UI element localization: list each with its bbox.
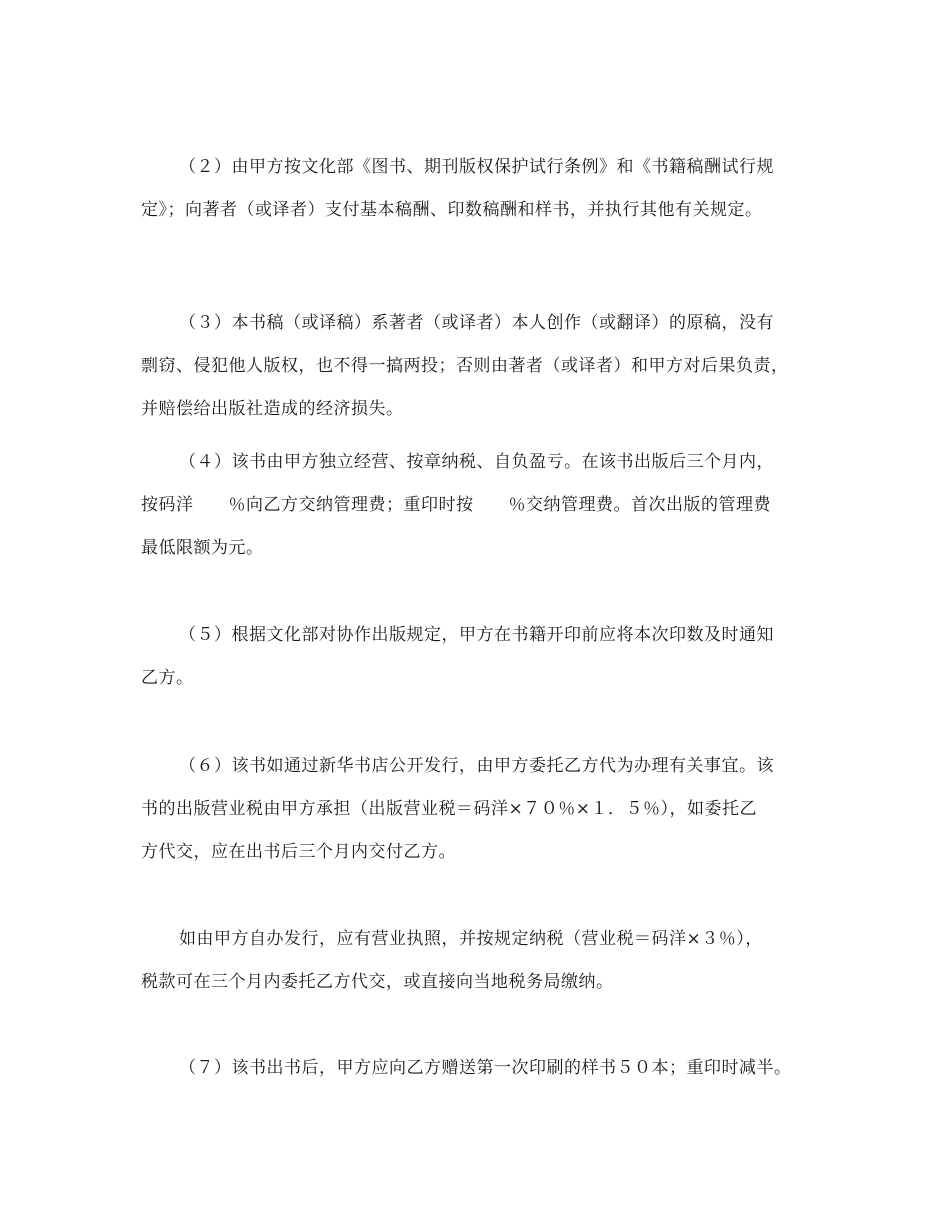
- paragraph-line: （４）该书由甲方独立经营、按章纳税、自负盈亏。在该书出版后三个月内，: [179, 452, 774, 472]
- paragraph-line: 并赔偿给出版社造成的经济损失。: [141, 399, 404, 419]
- paragraph-line: （５）根据文化部对协作出版规定，甲方在书籍开印前应将本次印数及时通知: [179, 625, 774, 645]
- paragraph-line: （７）该书出书后，甲方应向乙方赠送第一次印刷的样书５０本；重印时减半。: [179, 1058, 792, 1078]
- paragraph-line: （６）该书如通过新华书店公开发行，由甲方委托乙方代为办理有关事宜。该: [179, 756, 774, 776]
- paragraph-line: 剽窃、侵犯他人版权，也不得一搞两投；否则由著者（或译者）和甲方对后果负责，: [141, 356, 789, 376]
- paragraph-line: （２）由甲方按文化部《图书、期刊版权保护试行条例》和《书籍稿酬试行规: [179, 157, 774, 177]
- clause-2-paragraph: [141, 146, 831, 232]
- paragraph-line: 定》；向著者（或译者）支付基本稿酬、印数稿酬和样书，并执行其他有关规定。: [141, 200, 763, 220]
- paragraph-line: 方代交，应在出书后三个月内交付乙方。: [141, 842, 456, 862]
- clause-3-paragraph: [141, 302, 831, 431]
- paragraph-line: （３）本书稿（或译稿）系著者（或译者）本人创作（或翻译）的原稿，没有: [179, 313, 774, 333]
- clause-6-self-distribution-paragraph: [141, 918, 831, 1004]
- paragraph-line: 如由甲方自办发行，应有营业执照，并按规定纳税（营业税＝码洋×３％），: [179, 929, 763, 949]
- paragraph-line: 按码洋 ％向乙方交纳管理费；重印时按 ％交纳管理费。首次出版的管理费: [141, 495, 771, 515]
- clause-6-paragraph: [141, 745, 831, 874]
- paragraph-line: 书的出版营业税由甲方承担（出版营业税＝码洋×７０％×１．５％），如委托乙: [141, 799, 757, 819]
- paragraph-line: 税款可在三个月内委托乙方代交，或直接向当地税务局缴纳。: [141, 972, 614, 992]
- paragraph-line: 最低限额为元。: [141, 538, 264, 558]
- clause-4-paragraph: [141, 441, 831, 570]
- paragraph-line: 乙方。: [141, 668, 194, 688]
- clause-5-paragraph: [141, 614, 831, 700]
- clause-7-paragraph: [141, 1047, 841, 1090]
